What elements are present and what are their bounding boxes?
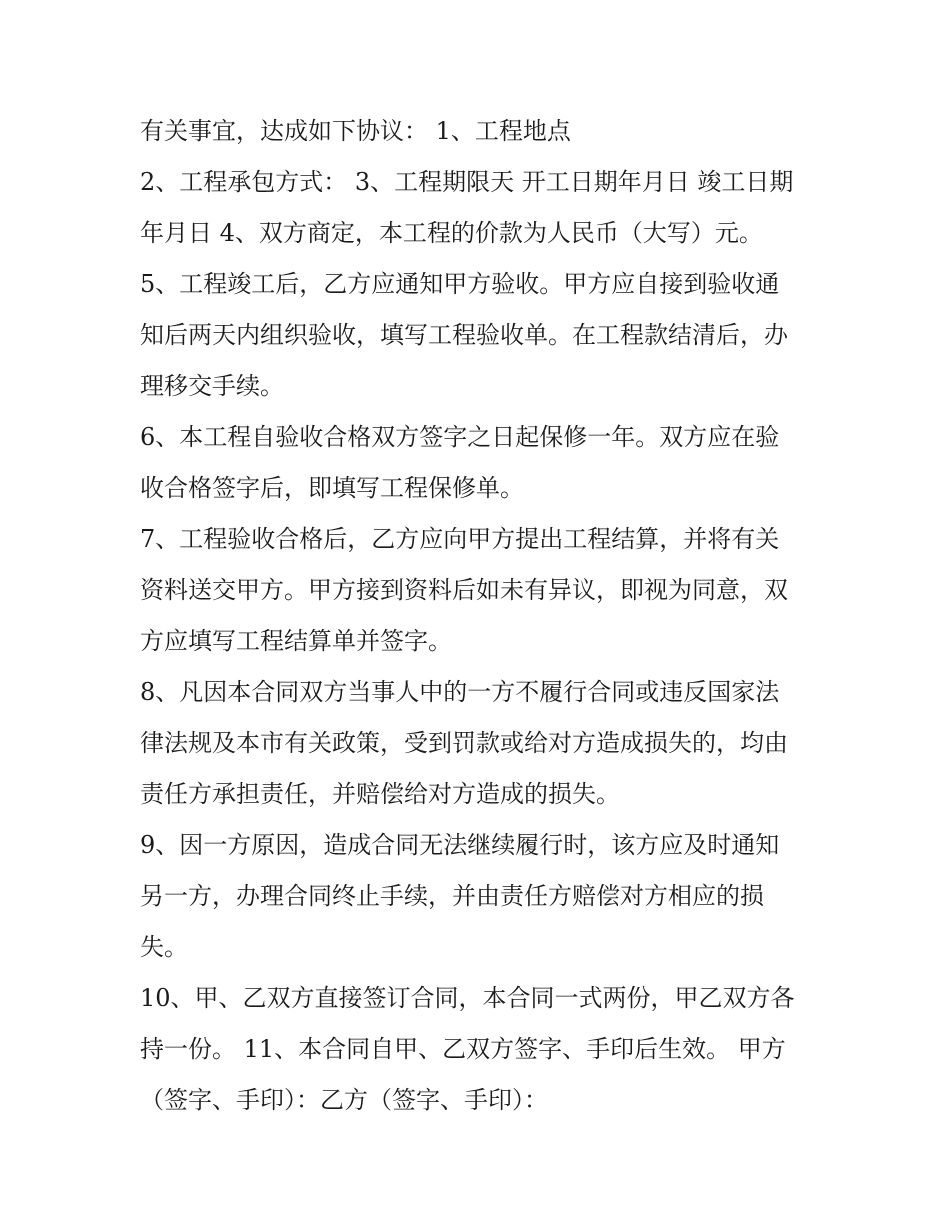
text-line: 资料送交甲方。甲方接到资料后如未有异议，即视为同意，双 xyxy=(140,576,788,604)
text-line: 2、工程承包方式： 3、工程期限天 开工日期年月日 竣工日期 xyxy=(140,168,794,196)
text-line: 理移交手续。 xyxy=(140,372,284,400)
text-line: 6、本工程自验收合格双方签字之日起保修一年。双方应在验 xyxy=(140,423,780,451)
text-line: 9、因一方原因，造成合同无法继续履行时，该方应及时通知 xyxy=(140,831,780,859)
text-line: 律法规及本市有关政策，受到罚款或给对方造成损失的，均由 xyxy=(140,729,788,757)
text-line: 收合格签字后，即填写工程保修单。 xyxy=(140,474,524,502)
text-line: 方应填写工程结算单并签字。 xyxy=(140,627,452,655)
text-line: 另一方，办理合同终止手续，并由责任方赔偿对方相应的损 xyxy=(140,882,764,910)
contract-body xyxy=(140,106,820,1126)
text-line: 10、甲、乙双方直接签订合同，本合同一式两份，甲乙双方各 xyxy=(140,984,795,1012)
text-line: 7、工程验收合格后，乙方应向甲方提出工程结算，并将有关 xyxy=(140,525,780,553)
text-line: 5、工程竣工后，乙方应通知甲方验收。甲方应自接到验收通 xyxy=(140,270,780,298)
text-line: 持一份。 11、本合同自甲、乙双方签字、手印后生效。 甲方 xyxy=(140,1035,786,1063)
text-line: 知后两天内组织验收，填写工程验收单。在工程款结清后，办 xyxy=(140,321,788,349)
text-line: 有关事宜，达成如下协议： 1、工程地点 xyxy=(140,117,571,145)
text-line: 失。 xyxy=(140,933,188,961)
text-line: 年月日 4、双方商定，本工程的价款为人民币（大写）元。 xyxy=(140,219,763,247)
text-line: （签字、手印）：乙方（签字、手印）： xyxy=(140,1086,548,1114)
text-line: 责任方承担责任，并赔偿给对方造成的损失。 xyxy=(140,780,620,808)
text-line: 8、凡因本合同双方当事人中的一方不履行合同或违反国家法 xyxy=(140,678,780,706)
